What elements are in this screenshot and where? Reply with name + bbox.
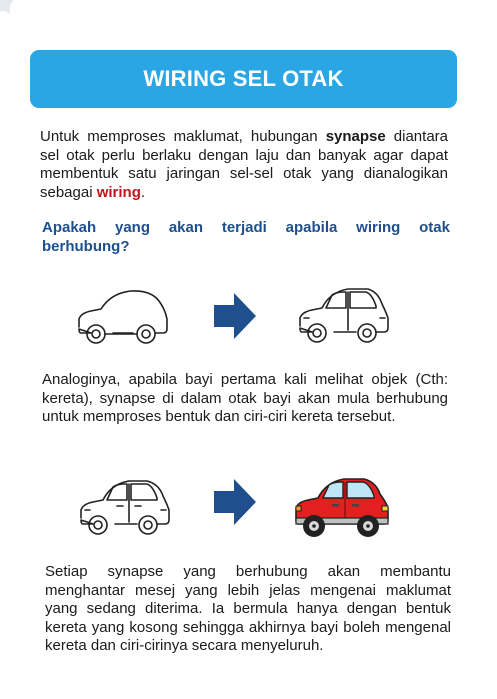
conclusion-paragraph: Setiap synapse yang berhubung akan membantu menghantar mesej yang lebih jelas mengenai maklumat yang sedang diterima. Ia bermula hanya dengan bentuk kereta yang kosong sehingga akhirnya bayi boleh mengenal kereta dan ciri-cirinya secara menyeluruh. xyxy=(45,563,451,654)
page-title: WIRING SEL OTAK xyxy=(143,66,344,91)
synapse-term: synapse xyxy=(325,128,386,145)
wiring-term: wiring xyxy=(96,183,141,201)
intro-text-2: diantara sel otak perlu berlaku dengan laju dan banyak agar dapat membentuk satu jaringan sel-sel otak yang dianalogikan sebagai xyxy=(40,128,448,201)
car-outline-icon xyxy=(75,289,171,345)
corner-decoration xyxy=(0,0,18,18)
right-arrow-icon xyxy=(214,293,256,339)
intro-text-3: . xyxy=(140,183,146,201)
intro-text-1: Untuk memproses maklumat, hubungan xyxy=(40,128,326,145)
intro-paragraph xyxy=(40,128,448,202)
analogy-paragraph: Analoginya, apabila bayi pertama kali melihat objek (Cth: kereta), synapse di dalam otak bayi akan mula berhubung untuk memproses bentuk dan ciri-ciri kereta tersebut. xyxy=(42,371,448,425)
car-windows-icon xyxy=(296,286,392,344)
question-heading: Apakah yang akan terjadi apabila wiring otak berhubung? xyxy=(42,219,450,255)
title-banner xyxy=(30,50,457,108)
right-arrow-icon xyxy=(214,479,256,525)
car-hatched-icon xyxy=(77,478,173,538)
car-red-icon xyxy=(292,474,392,540)
